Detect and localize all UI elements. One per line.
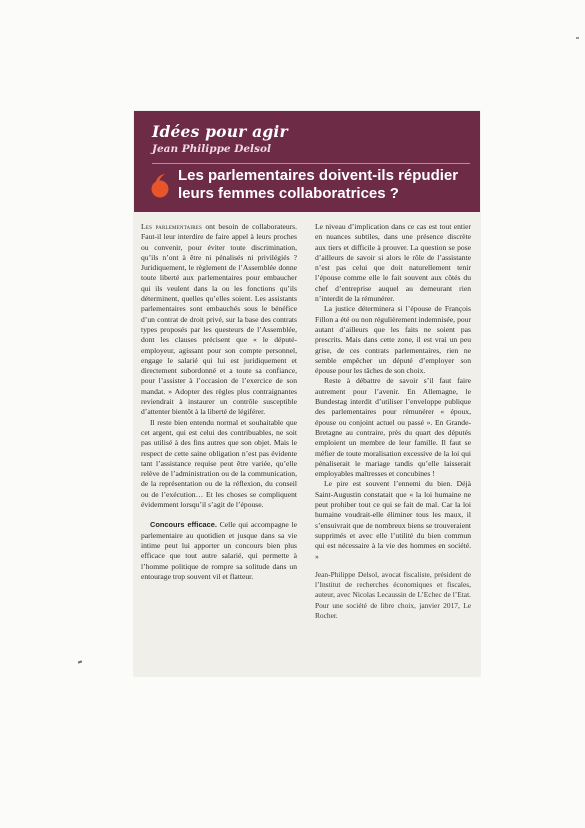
byline: Jean Philippe Delsol (152, 143, 271, 155)
article-header-banner (134, 111, 480, 212)
scan-speck (576, 37, 579, 39)
paragraph: La justice déterminera si l’épouse de François Fillon a été ou non régulièrement indemnisée, pour autant d’ailleurs que les faits ne soient pas prescrits. Mais dans cette zone, il est vrai un peu grise, de ces contrats parlementaires, rien ne semble empêcher un député d’employer son épouse pour les tâches de son choix. (315, 304, 471, 376)
article-column-left (141, 222, 297, 582)
quote-mark-icon (150, 173, 170, 199)
subheading: Concours efficace. (150, 520, 217, 530)
paragraph-text: Celle qui accompagne le parlementaire au quotidien et jusque dans sa vie intime peut lui apporter un concours bien plus efficace que tout autre salarié, qui permette à l’homme politique de rompre sa solitude dans un entourage trop souvent vil et flatteur. (141, 520, 297, 581)
column-rubric: Idées pour agir (152, 122, 288, 141)
paragraph (141, 520, 297, 582)
paragraph (141, 222, 297, 418)
lead-caps: Les parlementaires (141, 222, 203, 231)
paragraph: Reste à débattre de savoir s’il faut faire autrement pour l’avenir. En Allemagne, le Bundestag interdit d’utiliser l’enveloppe publique des parlementaires pour rémunérer « époux, épouse ou conjoint actuel ou passé ». En Grande-Bretagne au contraire, près du quart des députés emploient un membre de leur famille. Il faut se méfier de toute moralisation excessive de la loi qui pénaliserait le mariage tandis qu’elle laisserait employables maîtresses et concubines ! (315, 376, 471, 479)
paragraph: Le pire est souvent l’ennemi du bien. Déjà Saint-Augustin constatait que « la loi humaine ne peut prohiber tout ce qui se fait de mal. Car la loi humaine voudrait-elle éliminer tous les maux, il s’ensuivrait que de nombreux biens se trouveraient supprimés et avec elle l’utilité du bien commun qui est nécessaire à la vie des hommes en société. » (315, 479, 471, 561)
header-divider (152, 163, 470, 164)
article-column-right (315, 222, 471, 621)
scan-speck (78, 660, 82, 663)
paragraph-text: ont besoin de collaborateurs. Faut-il leur interdire de faire appel à leurs proches ou convenir, pour éviter toute discrimination, qu’ils n’ont à être ni pénalisés ni privilégiés ? Juridiquement, le règlement de l’Assemblée donne toute liberté aux parlementaires pour embaucher qui ils veulent dans la ou les fonctions qu’ils déterminent, quelles qu’elles soient. Les assistants parlementaires sont embauchés sous le bénéfice d’un contrat de droit privé, sur la base des contrats types proposés par les questeurs de l’Assemblée, dont les clauses précisent que « le député-employeur, agissant pour son compte personnel, engage le salarié qui lui est juridiquement et directement subordonné et a toute sa confiance, pour l’assister à l’occasion de l’exercice de son mandat. » Adopter des règles plus contraignantes reviendrait à instaurer un contrôle susceptible d’attenter bientôt à la liberté de légiférer. (141, 222, 297, 417)
paragraph: Le niveau d’implication dans ce cas est tout entier en nuances subtiles, dans une présence discrète aux tiers et difficile à prouver. La question se pose d’ailleurs de savoir si alors le rôle de l’assistante n’est pas celui que doit naturellement tenir l’épouse comme elle le fait souvent aux côtés du chef d’entreprise auquel au demeurant rien n’interdit de la rémunérer. (315, 222, 471, 304)
author-signature: Jean-Philippe Delsol, avocat fiscaliste, président de l’Institut de recherches économiques et fiscales, auteur, avec Nicolas Lecaussin de L’Echec de l’Etat. Pour une société de libre choix, janvier 2017, Le Rocher. (315, 569, 471, 620)
newspaper-clipping (134, 111, 480, 676)
article-headline: Les parlementaires doivent-ils répudier leurs femmes collaboratrices ? (178, 167, 459, 202)
paragraph: Il reste bien entendu normal et souhaitable que cet argent, qui est celui des contribuables, ne soit pas utilisé à des fins autres que son objet. Mais le respect de cette saine obligation n’est pas évidente tant l’assistance requise peut être variée, qu’elle relève de l’administration ou de la communication, de la représentation ou de la réflexion, du conseil ou de l’exécution… Et les choses se compliquent évidemment lorsqu’il s’agit de l’épouse. (141, 417, 297, 510)
